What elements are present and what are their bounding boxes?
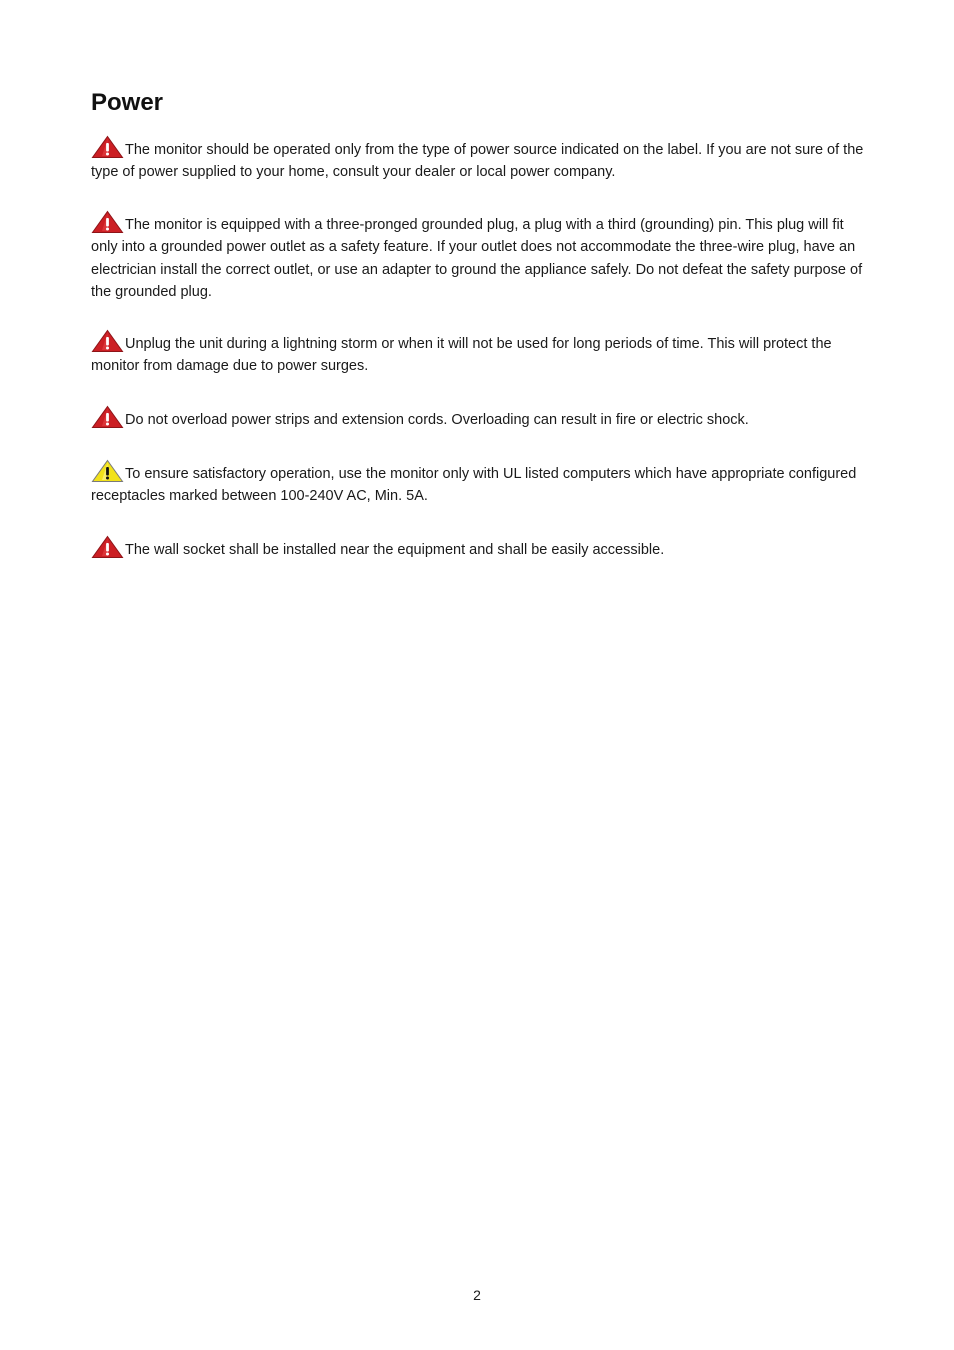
- safety-item-text: To ensure satisfactory operation, use the monitor only with UL listed computers which have appropriate configured receptacles marked between 100-240V AC, Min. 5A.: [91, 466, 857, 505]
- safety-item-text: The monitor is equipped with a three-pronged grounded plug, a plug with a third (grounding) pin. This plug will fit only into a grounded power outlet as a safety feature. If your outlet does not accommodate the three-wire plug, have an electrician install the correct outlet, or use an adapter to ground the appliance safely. Do not defeat the safety purpose of the grounded plug.: [91, 217, 863, 301]
- safety-item-ul-listed: [91, 459, 866, 508]
- safety-item-text: Do not overload power strips and extension cords. Overloading can result in fire or electric shock.: [125, 412, 749, 428]
- section-title: Power: [91, 89, 164, 116]
- safety-item-text: The monitor should be operated only from the type of power source indicated on the label. If you are not sure of the type of power supplied to your home, consult your dealer or local power company.: [91, 142, 864, 181]
- safety-item-text: The wall socket shall be installed near the equipment and shall be easily accessible.: [125, 542, 665, 558]
- warning-red-triangle-icon: [91, 135, 124, 159]
- warning-red-triangle-icon: [91, 405, 124, 429]
- safety-item-power-source: [91, 135, 866, 184]
- safety-item-text: Unplug the unit during a lightning storm or when it will not be used for long periods of time. This will protect the monitor from damage due to power surges.: [91, 336, 832, 375]
- safety-item-lightning: [91, 329, 866, 378]
- warning-red-triangle-icon: [91, 210, 124, 234]
- page-number: 2: [473, 1287, 481, 1303]
- warning-red-triangle-icon: [91, 329, 124, 353]
- safety-item-overload: [91, 405, 866, 431]
- caution-yellow-triangle-icon: [91, 459, 124, 483]
- safety-item-wall-socket: [91, 535, 866, 561]
- warning-red-triangle-icon: [91, 535, 124, 559]
- safety-item-grounded-plug: [91, 210, 866, 304]
